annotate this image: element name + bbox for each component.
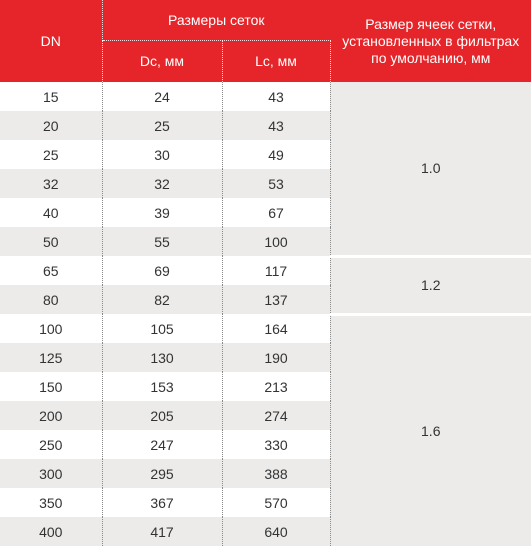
cell-lc: 330 <box>222 430 330 459</box>
cell-dn: 125 <box>0 343 102 372</box>
cell-dc: 417 <box>102 517 222 546</box>
cell-dn: 400 <box>0 517 102 546</box>
cell-lc: 43 <box>222 82 330 111</box>
cell-lc: 67 <box>222 198 330 227</box>
cell-dc: 153 <box>102 372 222 401</box>
cell-dc: 295 <box>102 459 222 488</box>
cell-lc: 53 <box>222 169 330 198</box>
header-lc: Lc, мм <box>222 41 330 83</box>
cell-dn: 50 <box>0 227 102 256</box>
table-body <box>0 82 531 546</box>
cell-dc: 205 <box>102 401 222 430</box>
cell-dn: 25 <box>0 140 102 169</box>
cell-dc: 247 <box>102 430 222 459</box>
header-dn: DN <box>0 0 102 82</box>
cell-lc: 43 <box>222 111 330 140</box>
cell-dn: 300 <box>0 459 102 488</box>
cell-dn: 32 <box>0 169 102 198</box>
cell-lc: 570 <box>222 488 330 517</box>
cell-lc: 117 <box>222 256 330 285</box>
cell-lc: 164 <box>222 314 330 343</box>
cell-dc: 82 <box>102 285 222 314</box>
table-row <box>0 314 531 343</box>
cell-lc: 640 <box>222 517 330 546</box>
cell-lc: 49 <box>222 140 330 169</box>
cell-lc: 274 <box>222 401 330 430</box>
cell-dn: 200 <box>0 401 102 430</box>
header-dc: Dc, мм <box>102 41 222 83</box>
header-mesh-dimensions: Размеры сеток <box>102 0 330 41</box>
cell-dn: 40 <box>0 198 102 227</box>
table-row <box>0 82 531 111</box>
cell-dc: 55 <box>102 227 222 256</box>
cell-lc: 213 <box>222 372 330 401</box>
cell-dc: 39 <box>102 198 222 227</box>
cell-dc: 130 <box>102 343 222 372</box>
cell-dn: 65 <box>0 256 102 285</box>
cell-mesh-size: 1.0 <box>330 82 531 256</box>
cell-dn: 250 <box>0 430 102 459</box>
cell-lc: 137 <box>222 285 330 314</box>
cell-mesh-size: 1.2 <box>330 256 531 314</box>
cell-dc: 24 <box>102 82 222 111</box>
cell-dc: 25 <box>102 111 222 140</box>
cell-dc: 32 <box>102 169 222 198</box>
cell-dn: 15 <box>0 82 102 111</box>
cell-dn: 80 <box>0 285 102 314</box>
cell-dc: 69 <box>102 256 222 285</box>
cell-lc: 100 <box>222 227 330 256</box>
cell-mesh-size: 1.6 <box>330 314 531 546</box>
table-row <box>0 256 531 285</box>
cell-dc: 105 <box>102 314 222 343</box>
cell-dc: 367 <box>102 488 222 517</box>
cell-dn: 100 <box>0 314 102 343</box>
cell-dn: 150 <box>0 372 102 401</box>
cell-dn: 350 <box>0 488 102 517</box>
cell-dn: 20 <box>0 111 102 140</box>
table-header <box>0 0 531 82</box>
header-mesh-cell-size: Размер ячеек сетки, установленных в фильтрах по умолчанию, мм <box>330 0 531 82</box>
cell-lc: 388 <box>222 459 330 488</box>
cell-lc: 190 <box>222 343 330 372</box>
cell-dc: 30 <box>102 140 222 169</box>
